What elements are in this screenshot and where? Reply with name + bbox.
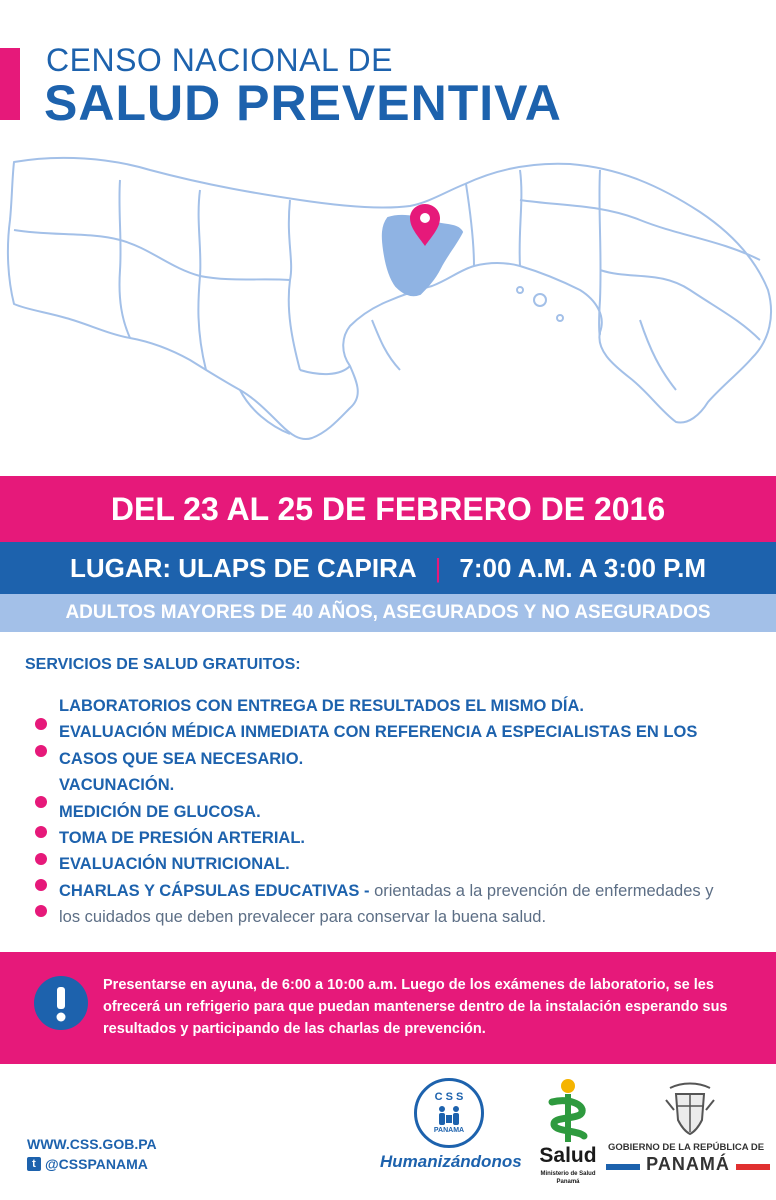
exclamation-icon <box>34 976 88 1030</box>
title-line-1: CENSO NACIONAL DE <box>46 42 393 78</box>
css-seal <box>414 1078 484 1148</box>
bullet-icon <box>35 826 47 838</box>
service-line-charlas-title: CHARLAS Y CÁPSULAS EDUCATIVAS - <box>59 882 370 900</box>
bullet-icon <box>35 905 47 917</box>
location-label: LUGAR: ULAPS DE CAPIRA <box>69 552 417 583</box>
twitter-link[interactable] <box>27 1156 148 1172</box>
panama-map <box>0 140 776 470</box>
bullet-icon <box>35 853 47 865</box>
gobierno-logo <box>604 1078 776 1190</box>
twitter-handle: @CSSPANAMA <box>45 1156 148 1172</box>
title-line-2: SALUD PREVENTIVA <box>44 75 562 131</box>
service-line: VACUNACIÓN. <box>59 776 175 794</box>
minsa-logo-word: Salud <box>539 1144 597 1167</box>
service-line: LABORATORIOS CON ENTREGA DE RESULTADOS EL MISMO DÍA. <box>59 697 584 715</box>
service-line-charlas-desc: orientadas a la prevención de enfermedades y <box>369 882 714 900</box>
service-line-charlas-cont: los cuidados que deben prevalecer para conservar la buena salud. <box>59 908 547 926</box>
schedule-label: 7:00 A.M. A 3:00 P.M <box>459 552 707 583</box>
service-line: CASOS QUE SEA NECESARIO. <box>59 750 304 768</box>
notice-text: Presentarse en ayuna, de 6:00 a 10:00 a.m. Luego de los exámenes de laboratorio, se les ofrecerá un refrigerio para que puedan mantenerse dentro de la instalación esperando sus resultados y participando de las charlas de prevención. <box>103 977 728 1037</box>
css-figures-icon <box>435 1105 463 1127</box>
website-link[interactable]: WWW.CSS.GOB.PA <box>27 1136 157 1152</box>
gobierno-line-2: PANAMÁ <box>646 1154 730 1174</box>
service-line: EVALUACIÓN MÉDICA INMEDIATA CON REFERENCIA A ESPECIALISTAS EN LOS <box>59 723 698 741</box>
css-slogan: Humanizándonos <box>380 1152 522 1171</box>
location-separator: | <box>434 552 442 583</box>
bullet-icon <box>35 745 47 757</box>
service-line: MEDICIÓN DE GLUCOSA. <box>59 803 261 821</box>
service-line: EVALUACIÓN NUTRICIONAL. <box>59 855 290 873</box>
dates-band: DEL 23 AL 25 DE FEBRERO DE 2016 <box>0 476 776 542</box>
audience-band: ADULTOS MAYORES DE 40 AÑOS, ASEGURADOS Y NO ASEGURADOS <box>0 594 776 632</box>
location-band <box>0 542 776 594</box>
service-line-charlas <box>59 882 713 901</box>
minsa-logo <box>530 1078 606 1190</box>
bullet-icon <box>35 796 47 808</box>
css-seal-top-text: C S S <box>434 1091 464 1103</box>
css-seal-bottom-text: PANAMA <box>433 1127 465 1134</box>
service-line: TOMA DE PRESIÓN ARTERIAL. <box>59 829 305 847</box>
minsa-serpent-icon <box>538 1078 598 1144</box>
twitter-icon: t <box>27 1157 41 1171</box>
bullet-icon <box>35 879 47 891</box>
css-logo <box>380 1078 520 1190</box>
services-heading: SERVICIOS DE SALUD GRATUITOS: <box>25 656 301 673</box>
map-outline <box>8 158 771 439</box>
gobierno-line-1: GOBIERNO DE LA REPÚBLICA DE <box>608 1142 765 1153</box>
title-accent-bar <box>0 48 20 120</box>
bullet-icon <box>35 718 47 730</box>
minsa-logo-sub: Ministerio de Salud Panamá <box>540 1171 596 1185</box>
coat-of-arms-icon <box>664 1080 716 1138</box>
